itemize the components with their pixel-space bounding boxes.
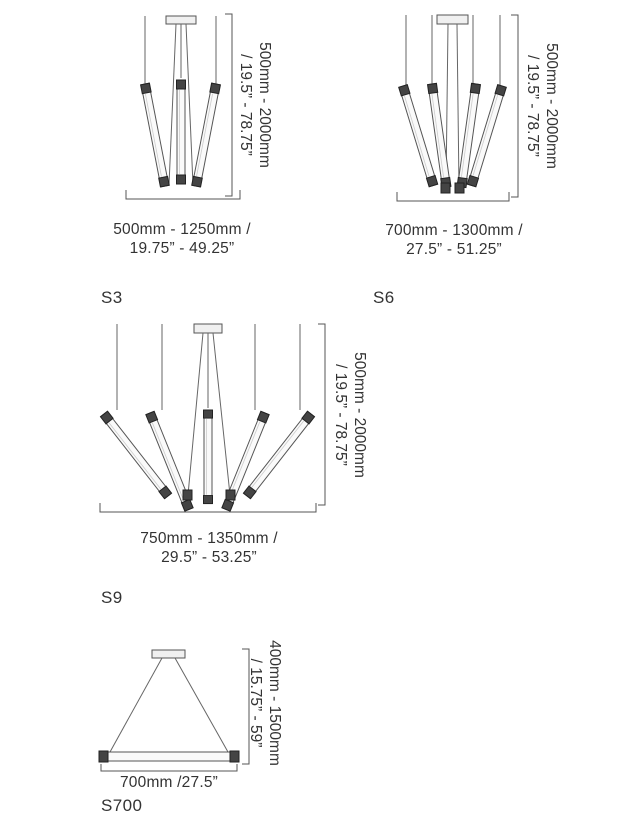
s9-height-line-2: / 19.5” - 78.75” bbox=[332, 364, 349, 466]
s700-canopy bbox=[152, 650, 185, 658]
s700-height-line-1: 400mm - 1500mm bbox=[266, 640, 283, 766]
s6-width-dimension bbox=[397, 192, 509, 201]
s6-width-label bbox=[354, 221, 554, 259]
s700-width-label bbox=[89, 773, 249, 792]
s3-width-line-1: 500mm - 1250mm / bbox=[113, 221, 251, 238]
s3-tube-left bbox=[141, 83, 170, 187]
s9-width-line-2: 29.5” - 53.25” bbox=[161, 549, 257, 566]
s6-title: S6 bbox=[373, 288, 395, 307]
s9-height-label bbox=[331, 325, 369, 505]
s6-height-line-1: 500mm - 2000mm bbox=[543, 43, 560, 169]
s700-width-dimension bbox=[101, 764, 237, 771]
s9-tube-5 bbox=[243, 411, 314, 498]
s3-canopy bbox=[166, 16, 196, 24]
s6-height-line-2: / 19.5” - 78.75” bbox=[524, 55, 541, 157]
s3-height-label bbox=[236, 15, 274, 195]
s3-width-label bbox=[82, 220, 282, 258]
s9-width-line-1: 750mm - 1350mm / bbox=[140, 530, 278, 547]
s6-width-line-1: 700mm - 1300mm / bbox=[385, 222, 523, 239]
s700-width-line-1: 700mm /27.5” bbox=[119, 774, 219, 791]
s9-tube-center bbox=[204, 410, 213, 504]
s3-width-dimension bbox=[126, 190, 240, 199]
s9-canopy bbox=[194, 324, 222, 333]
s6-width-line-2: 27.5” - 51.25” bbox=[406, 241, 502, 258]
s700-height-label bbox=[246, 628, 284, 778]
s3-diagram bbox=[126, 14, 240, 199]
s3-height-dimension bbox=[225, 14, 232, 196]
s6-height-label bbox=[523, 16, 561, 196]
s3-width-line-2: 19.75” - 49.25” bbox=[129, 240, 235, 257]
s3-tube-center bbox=[177, 80, 186, 184]
s700-diagram bbox=[99, 649, 249, 771]
s9-tube-1 bbox=[100, 411, 171, 498]
s3-height-line-2: / 19.5” - 78.75” bbox=[237, 54, 254, 156]
s3-height-line-1: 500mm - 2000mm bbox=[256, 42, 273, 168]
s9-width-dimension bbox=[100, 503, 316, 512]
s700-bar bbox=[103, 752, 235, 761]
s9-title: S9 bbox=[101, 588, 123, 607]
s9-height-line-1: 500mm - 2000mm bbox=[351, 352, 368, 478]
s6-height-dimension bbox=[511, 15, 518, 197]
s9-height-dimension bbox=[318, 324, 325, 505]
s700-height-line-2: / 15.75” - 59” bbox=[247, 658, 264, 748]
s700-title: S700 bbox=[101, 796, 143, 815]
s6-canopy bbox=[437, 15, 468, 24]
s3-title: S3 bbox=[101, 288, 123, 307]
s9-diagram bbox=[100, 324, 325, 512]
s9-width-label bbox=[109, 529, 309, 567]
s3-tube-right bbox=[192, 83, 221, 187]
s6-diagram bbox=[397, 15, 518, 201]
